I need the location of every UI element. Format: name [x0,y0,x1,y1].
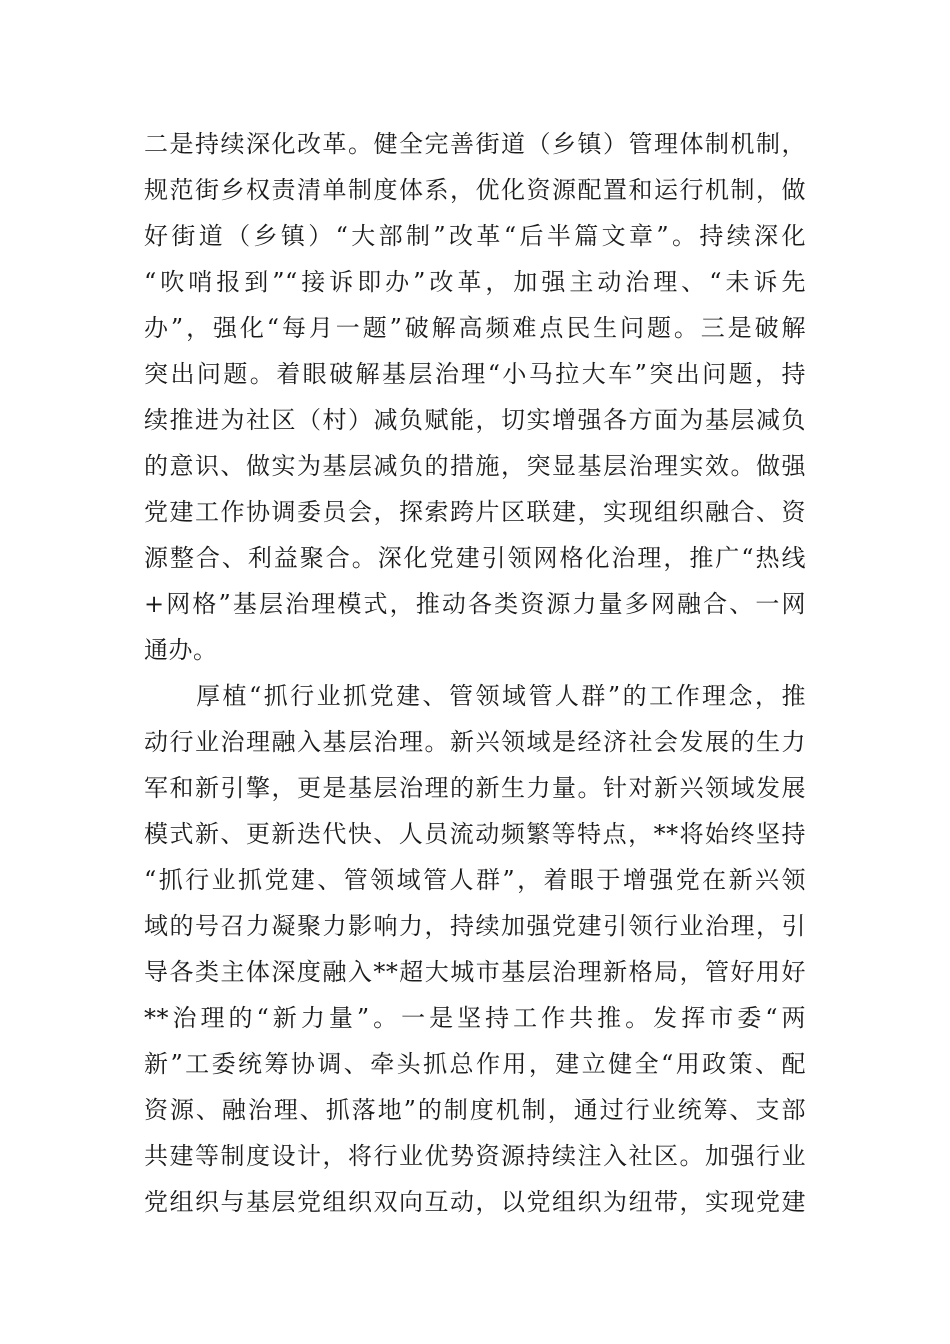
text-line: 源整合、利益聚合。深化党建引领网格化治理，推广“热线 [144,544,806,572]
text-line: 动行业治理融入基层治理。新兴领域是经济社会发展的生力 [144,728,806,756]
text-line: 厚植“抓行业抓党建、管领域管人群”的工作理念，推 [196,682,806,710]
text-line: 资源、融治理、抓落地”的制度机制，通过行业统筹、支部 [144,1096,806,1124]
text-line: 突出问题。着眼破解基层治理“小马拉大车”突出问题，持 [144,360,806,388]
text-line: 共建等制度设计，将行业优势资源持续注入社区。加强行业 [144,1142,806,1170]
text-line: 导各类主体深度融入**超大城市基层治理新格局，管好用好 [144,958,806,986]
text-line: 党组织与基层党组织双向互动，以党组织为纽带，实现党建 [144,1188,806,1216]
text-line: 续推进为社区（村）减负赋能，切实增强各方面为基层减负 [144,406,806,434]
text-line: +网格”基层治理模式，推动各类资源力量多网融合、一网 [144,590,806,618]
text-line: 的意识、做实为基层减负的措施，突显基层治理实效。做强 [144,452,806,480]
text-line: **治理的“新力量”。一是坚持工作共推。发挥市委“两 [144,1004,806,1032]
text-line: 通办。 [144,636,218,664]
text-line: “吹哨报到”“接诉即办”改革，加强主动治理、“未诉先 [144,268,806,296]
body-text [144,121,806,1225]
text-line: 新”工委统筹协调、牵头抓总作用，建立健全“用政策、配 [144,1050,806,1078]
text-line: 党建工作协调委员会，探索跨片区联建，实现组织融合、资 [144,498,806,526]
text-line: 二是持续深化改革。健全完善街道（乡镇）管理体制机制， [144,130,806,158]
text-line: 军和新引擎，更是基层治理的新生力量。针对新兴领域发展 [144,774,806,802]
text-line: 规范街乡权责清单制度体系，优化资源配置和运行机制，做 [144,176,806,204]
paragraph-1 [144,121,806,673]
text-line: 域的号召力凝聚力影响力，持续加强党建引领行业治理，引 [144,912,806,940]
text-line: 好街道（乡镇）“大部制”改革“后半篇文章”。持续深化 [144,222,806,250]
text-line: 模式新、更新迭代快、人员流动频繁等特点，**将始终坚持 [144,820,806,848]
text-line: “抓行业抓党建、管领域管人群”，着眼于增强党在新兴领 [144,866,806,894]
paragraph-2 [144,673,806,1225]
text-line: 办”，强化“每月一题”破解高频难点民生问题。三是破解 [144,314,806,342]
